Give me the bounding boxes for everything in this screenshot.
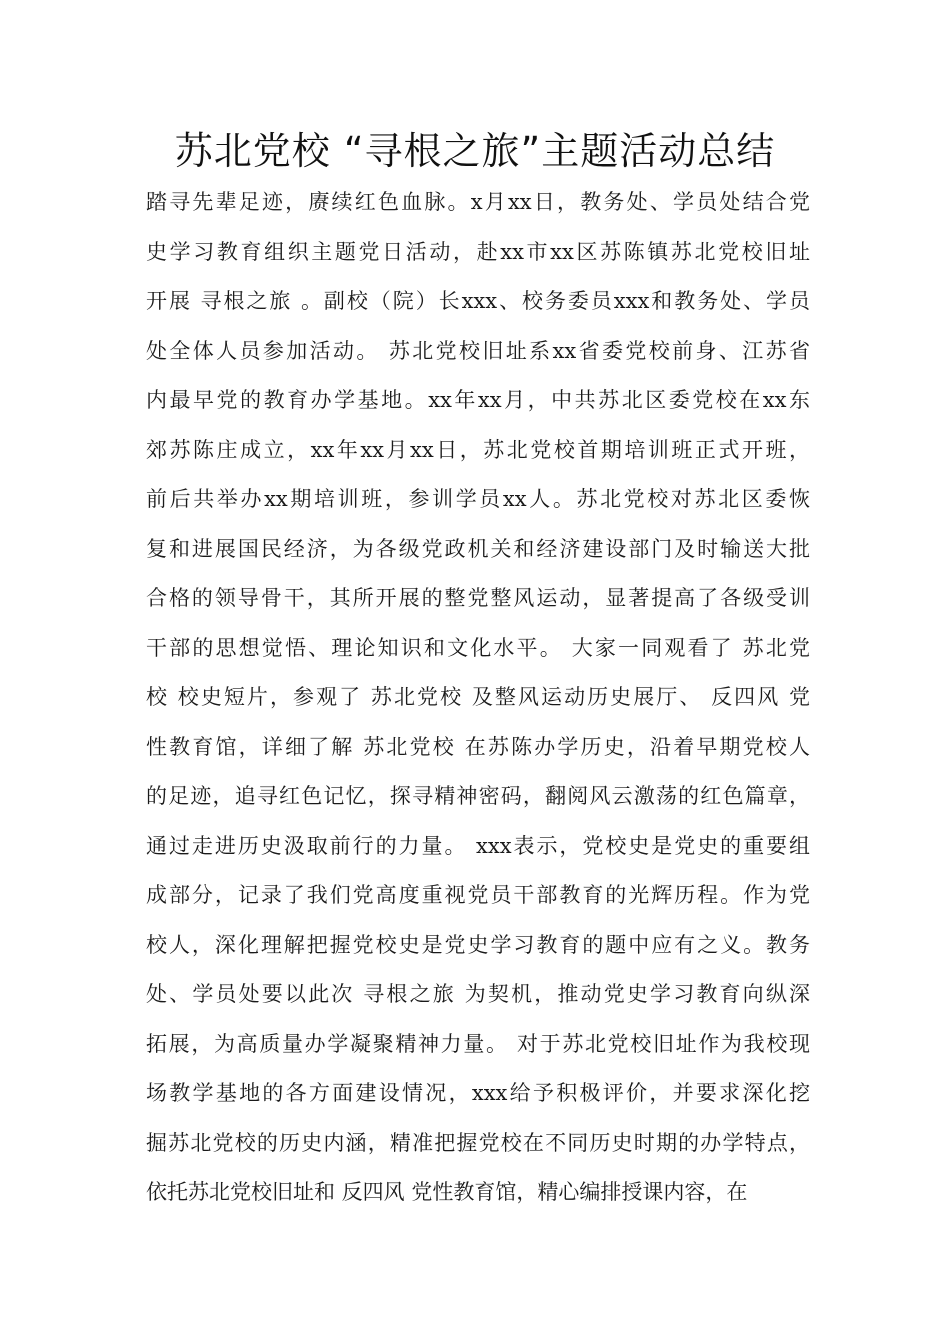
paragraph-line: 处全体人员参加活动。 苏北党校旧址系xx省委党校前身、江苏省 bbox=[146, 338, 810, 363]
paragraph-line: 史学习教育组织主题党日活动，赴xx市xx区苏陈镇苏北党校旧址 bbox=[146, 239, 810, 264]
paragraph-line: 拓展，为高质量办学凝聚精神力量。 对于苏北党校旧址作为我校现 bbox=[146, 1031, 810, 1056]
paragraph-line: 郊苏陈庄成立，xx年xx月xx日，苏北党校首期培训班正式开班， bbox=[146, 437, 810, 462]
paragraph-line: 性教育馆，详细了解 苏北党校 在苏陈办学历史，沿着早期党校人 bbox=[146, 734, 810, 759]
paragraph-line: 依托苏北党校旧址和 反四风 党性教育馆，精心编排授课内容，在 bbox=[146, 1180, 748, 1204]
paragraph-line: 成部分，记录了我们党高度重视党员干部教育的光辉历程。作为党 bbox=[146, 883, 810, 907]
paragraph-line: 开展 寻根之旅 。副校（院）长xxx、校务委员xxx和教务处、学员 bbox=[146, 289, 810, 313]
paragraph-line: 合格的领导骨干，其所开展的整党整风运动，显著提高了各级受训 bbox=[146, 586, 810, 610]
paragraph-line: 掘苏北党校的历史内涵，精准把握党校在不同历史时期的办学特点， bbox=[146, 1130, 810, 1155]
paragraph-line: 内最早党的教育办学基地。xx年xx月，中共苏北区委党校在xx东 bbox=[146, 388, 810, 412]
paragraph-line: 踏寻先辈足迹，赓续红色血脉。x月xx日，教务处、学员处结合党 bbox=[146, 190, 810, 214]
paragraph-line: 前后共举办xx期培训班，参训学员xx人。苏北党校对苏北区委恢 bbox=[146, 487, 810, 511]
document-title: 苏北党校 “寻根之旅”主题活动总结 bbox=[174, 129, 776, 173]
paragraph-line: 通过走进历史汲取前行的力量。 xxx表示，党校史是党史的重要组 bbox=[146, 833, 810, 858]
paragraph-line: 复和进展国民经济，为各级党政机关和经济建设部门及时输送大批 bbox=[146, 536, 810, 561]
paragraph-line: 校人，深化理解把握党校史是党史学习教育的题中应有之义。教务 bbox=[146, 932, 810, 957]
paragraph-line: 校 校史短片，参观了 苏北党校 及整风运动历史展厅、 反四风 党 bbox=[146, 685, 810, 709]
paragraph-line: 干部的思想觉悟、理论知识和文化水平。 大家一同观看了 苏北党 bbox=[146, 635, 810, 660]
paragraph-line: 场教学基地的各方面建设情况，xxx给予积极评价，并要求深化挖 bbox=[146, 1081, 810, 1105]
document-body bbox=[146, 178, 810, 1218]
paragraph-line: 处、学员处要以此次 寻根之旅 为契机，推动党史学习教育向纵深 bbox=[146, 982, 810, 1006]
paragraph-line: 的足迹，追寻红色记忆，探寻精神密码，翻阅风云激荡的红色篇章， bbox=[146, 784, 810, 808]
